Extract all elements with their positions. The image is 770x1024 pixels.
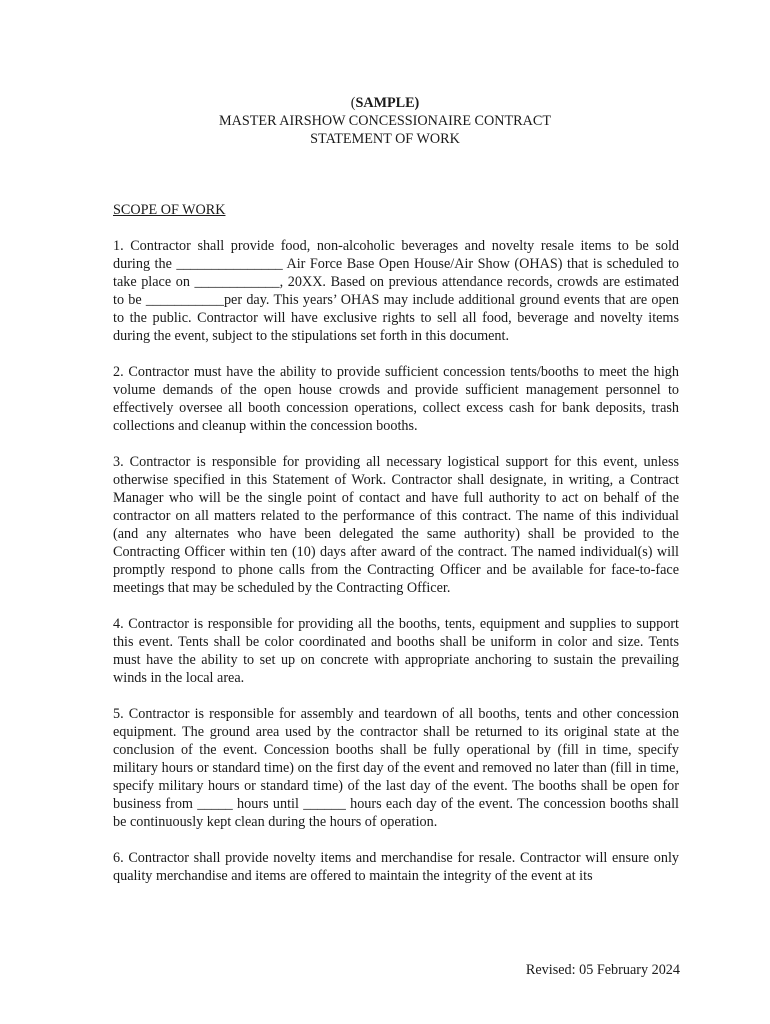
contract-title: MASTER AIRSHOW CONCESSIONAIRE CONTRACT — [219, 113, 551, 129]
statement-of-work-title: STATEMENT OF WORK — [310, 131, 460, 147]
sample-open-paren: ( — [350, 95, 356, 111]
document-header — [0, 94, 770, 148]
paragraph-2: 2. Contractor must have the ability to provide sufficient concession tents/booths to meet the high volume demands of the open house crowds and provide sufficient management personnel to effectively oversee all booth concession operations, collect excess cash for bank deposits, trash collections and cleanup within the concession booths. — [113, 364, 679, 434]
sample-label — [0, 94, 770, 112]
paragraph-1: 1. Contractor shall provide food, non-alcoholic beverages and novelty resale items to be sold during the _______________ Air Force Base Open House/Air Show (OHAS) that is scheduled to take place on ____________, 20XX. Based on previous attendance records, crowds are estimated to be ___________per day. This years’ OHAS may include additional ground events that are open to the public. Contractor will have exclusive rights to sell all food, beverage and novelty items during the event, subject to the stipulations set forth in this document. — [113, 238, 679, 344]
paragraph-5: 5. Contractor is responsible for assembly and teardown of all booths, tents and other concession equipment. The ground area used by the contractor shall be returned to its original state at the conclusion of the event. Concession booths shall be fully operational by (fill in time, specify military hours or standard time) on the first day of the event and removed no later than (fill in time, specify military hours or standard time) of the last day of the event. The booths shall be open for business from _____ hours until ______ hours each day of the event. The concession booths shall be continuously kept clean during the hours of operation. — [113, 706, 679, 830]
scope-of-work-heading: SCOPE OF WORK — [113, 202, 226, 218]
sample-word: SAMPLE) — [355, 95, 420, 111]
revision-date: Revised: 05 February 2024 — [525, 962, 680, 978]
paragraph-6: 6. Contractor shall provide novelty items and merchandise for resale. Contractor will ensure only quality merchandise and items are offered to maintain the integrity of the event at its — [113, 850, 679, 884]
paragraph-4: 4. Contractor is responsible for providing all the booths, tents, equipment and supplies to support this event. Tents shall be color coordinated and booths shall be uniform in color and size. Tents must have the ability to set up on concrete with appropriate anchoring to sustain the prevailing winds in the local area. — [113, 616, 679, 686]
scope-of-work-body — [113, 237, 679, 885]
paragraph-3: 3. Contractor is responsible for providing all necessary logistical support for this event, unless otherwise specified in this Statement of Work. Contractor shall designate, in writing, a Contract Manager who will be the single point of contact and have full authority to act on behalf of the contractor on all matters related to the performance of this contract. The name of this individual (and any alternates who have been delegated the same authority) shall be provided to the Contracting Officer within ten (10) days after award of the contract. The named individual(s) will promptly respond to phone calls from the Contracting Officer and be available for face-to-face meetings that may be scheduled by the Contracting Officer. — [113, 454, 679, 596]
